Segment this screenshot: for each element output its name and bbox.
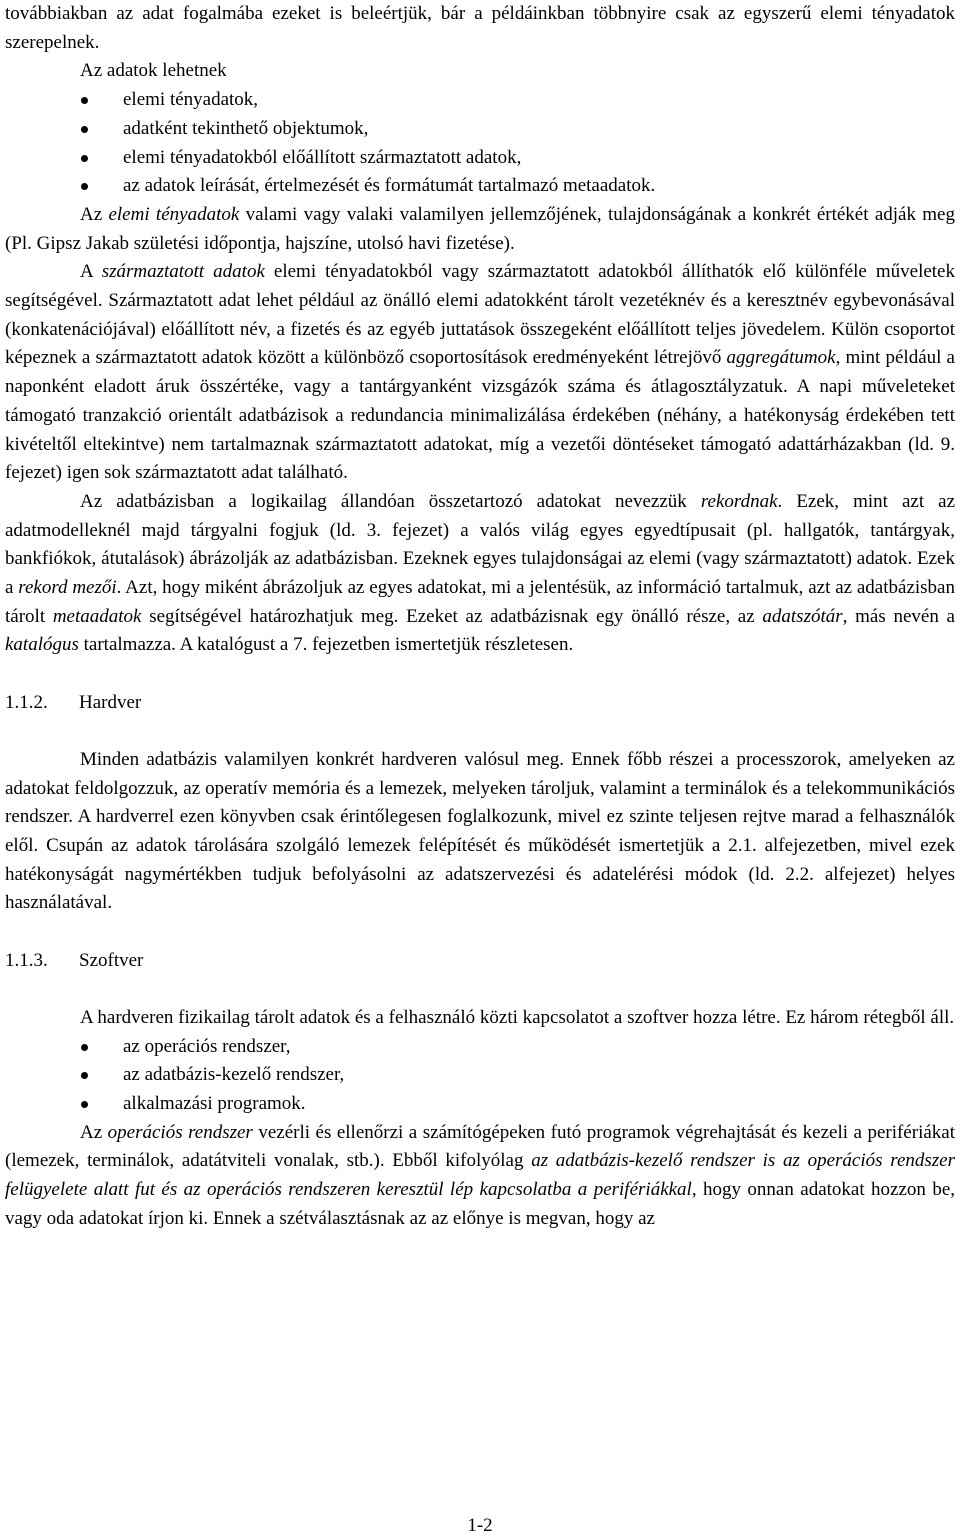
spacer <box>5 976 955 1004</box>
italic-term: az adatbázis-kezelő rendszer is az operációs rendszer felügyelete alatt fut és az operációs rendszeren keresztül lép kapcsolatba a perifériákkal <box>5 1150 955 1201</box>
italic-term: elemi tényadatok <box>108 203 240 225</box>
bullet-icon <box>81 1044 88 1051</box>
paragraph-operacios-rendszer <box>5 1119 955 1234</box>
bullet-list-data-types <box>5 86 955 201</box>
text-run: Az <box>80 1121 108 1143</box>
bullet-icon <box>81 183 88 190</box>
italic-term: aggregátumok <box>726 347 836 369</box>
list-item-text: elemi tényadatok, <box>123 89 259 111</box>
text-run: Az adatbázisban a logikailag állandóan összetartozó adatokat nevezzük <box>80 490 701 512</box>
text-run: Az <box>80 203 109 225</box>
list-item <box>5 1090 955 1119</box>
list-item <box>5 86 955 115</box>
italic-term: rekord mezői <box>18 577 117 599</box>
italic-term: adatszótár <box>762 605 843 627</box>
list-item-text: az adatbázis-kezelő rendszer, <box>123 1064 345 1086</box>
bullet-list-software-layers <box>5 1033 955 1119</box>
text-run: A hardveren fizikailag tárolt adatok és a felhasználó közti kapcsolatot a szoftver hozza létre. Ez három rétegből áll. <box>80 1006 955 1028</box>
text-run: . Ezek, mint azt az adatmodelleknél majd tárgyalni fogjuk (ld. 3. fejezet) a valós világ egyes egyedtípusait (pl. hallgatók, tantárgyak, bankfiókok, átutalások) ábrázolják az adatbázisban. Ezeknek egyes tulajdonságai az elemi (vagy származtatott) adatok. Ezek a <box>5 490 955 599</box>
bullet-icon <box>81 1101 88 1108</box>
list-item <box>5 172 955 201</box>
bullet-icon <box>81 1072 88 1079</box>
list-item <box>5 1033 955 1062</box>
text-run: vezérli és ellenőrzi a számítógépeken futó programok végrehajtását és kezeli a perifériákat (lemezek, terminálok, adatátviteli vonalak, stb.). Ebből kifolyólag <box>5 1121 955 1172</box>
paragraph-data-types-intro <box>5 57 955 86</box>
list-item-text: az operációs rendszer, <box>123 1035 291 1057</box>
text-run: segítségével határozhatjuk meg. Ezeket az adatbázisnak egy önálló része, az <box>141 605 763 627</box>
list-item-text: alkalmazási programok. <box>123 1092 306 1114</box>
bullet-icon <box>81 97 88 104</box>
text-run: . Azt, hogy miként ábrázoljuk az egyes adatokat, mi a jelentésük, az információ tartalmuk, azt az adatbázisban tárolt <box>5 577 955 627</box>
text-run: A <box>80 261 102 283</box>
paragraph-rekord <box>5 488 955 660</box>
section-title: Hardver <box>79 692 142 714</box>
list-item <box>5 115 955 144</box>
paragraph-szoftver <box>5 1004 955 1033</box>
text-run: elemi tényadatokból vagy származtatott adatokból állíthatók elő különféle műveletek segítségével. Származtatott adat lehet például az önálló elemi adatokként tárolt vezetéknév és a keresztnév egybevonásával (konkatenációjával) előállított név, a fizetés és az egyéb juttatások összegeként előállított teljes jövedelem. Külön csoportot képeznek a származtatott adatok között a különböző csoportosítások eredményeként létrejövő <box>5 261 955 369</box>
document-page <box>5 0 955 1537</box>
bullet-icon <box>81 155 88 162</box>
paragraph-szarmaztatott-adatok <box>5 258 955 488</box>
list-item-text: adatként tekinthető objektumok, <box>123 117 369 139</box>
text-run: Minden adatbázis valamilyen konkrét hardveren valósul meg. Ennek főbb részei a processzorok, amelyeken az adatokat feldolgozzuk, az operatív memória és a lemezek, melyeken tároljuk, valamint a terminálok és a telekommunikációs rendszer. A hardverrel ezen könyvben csak érintőlegesen foglalkozunk, mivel ez szinte teljesen rejtve marad a felhasználók elől. Csupán az adatok tárolására szolgáló lemezek felépítését és működését ismertetjük a 2.1. alfejezetben, mivel ezek hatékonyságát nagymértékben tudjuk befolyásolni az adatszervezési és adatelérési módok (ld. 2.2. alfejezet) helyes használatával. <box>5 748 955 914</box>
list-item-text: elemi tényadatokból előállított származtatott adatok, <box>123 146 522 168</box>
spacer <box>5 718 955 746</box>
text-run: Az adatok lehetnek <box>80 60 227 82</box>
text-run: , mint például a naponként eladott áruk összértéke, vagy a tantárgyanként vizsgázók száma és átlagosztályzatuk. A napi műveleteket támogató tranzakció orientált adatbázisok a redundancia minimalizálása érdekében (néhány, a hatékonyság érdekében tett kivételtől eltekintve) nem tartalmaznak származtatott adatokat, míg a vezetői döntéseket támogató adattárházakban (ld. 9. fejezet) igen sok származtatott adat található. <box>5 347 955 484</box>
paragraph-continuation <box>5 0 955 57</box>
text-run: , hogy onnan adatokat hozzon be, vagy oda adatokat írjon ki. Ennek a szétválasztásnak az az előnye is megvan, hogy az <box>5 1179 955 1229</box>
italic-term: rekordnak <box>700 490 778 512</box>
italic-term: származtatott adatok <box>101 261 265 283</box>
spacer <box>5 660 955 689</box>
italic-term: katalógus <box>5 634 79 656</box>
page-number: 1-2 <box>467 1515 493 1536</box>
section-heading-hardver <box>5 689 955 718</box>
text-run: valami vagy valaki valamilyen jellemzőjének, tulajdonságának a konkrét értékét adják meg (Pl. Gipsz Jakab születési időpontja, hajszíne, utolsó havi fizetése). <box>5 203 955 254</box>
list-item <box>5 1061 955 1090</box>
section-number: 1.1.3. <box>5 950 48 972</box>
text-run: , más nevén a <box>842 605 955 627</box>
section-number: 1.1.2. <box>5 692 48 714</box>
list-item-text: az adatok leírását, értelmezését és formátumát tartalmazó metaadatok. <box>123 175 656 197</box>
italic-term: metaadatok <box>52 605 142 627</box>
paragraph-elemi-tenyadatok <box>5 201 955 258</box>
text-run: továbbiakban az adat fogalmába ezeket is beleértjük, bár a példáinkban többnyire csak az egyszerű elemi tényadatok szerepelnek. <box>5 3 955 53</box>
bullet-icon <box>81 126 88 133</box>
italic-term: operációs rendszer <box>107 1121 253 1143</box>
text-run: tartalmazza. A katalógust a 7. fejezetben ismertetjük részletesen. <box>78 634 574 656</box>
section-heading-szoftver <box>5 947 955 976</box>
spacer <box>5 918 955 947</box>
list-item <box>5 144 955 173</box>
section-title: Szoftver <box>79 950 144 972</box>
paragraph-hardver <box>5 746 955 918</box>
